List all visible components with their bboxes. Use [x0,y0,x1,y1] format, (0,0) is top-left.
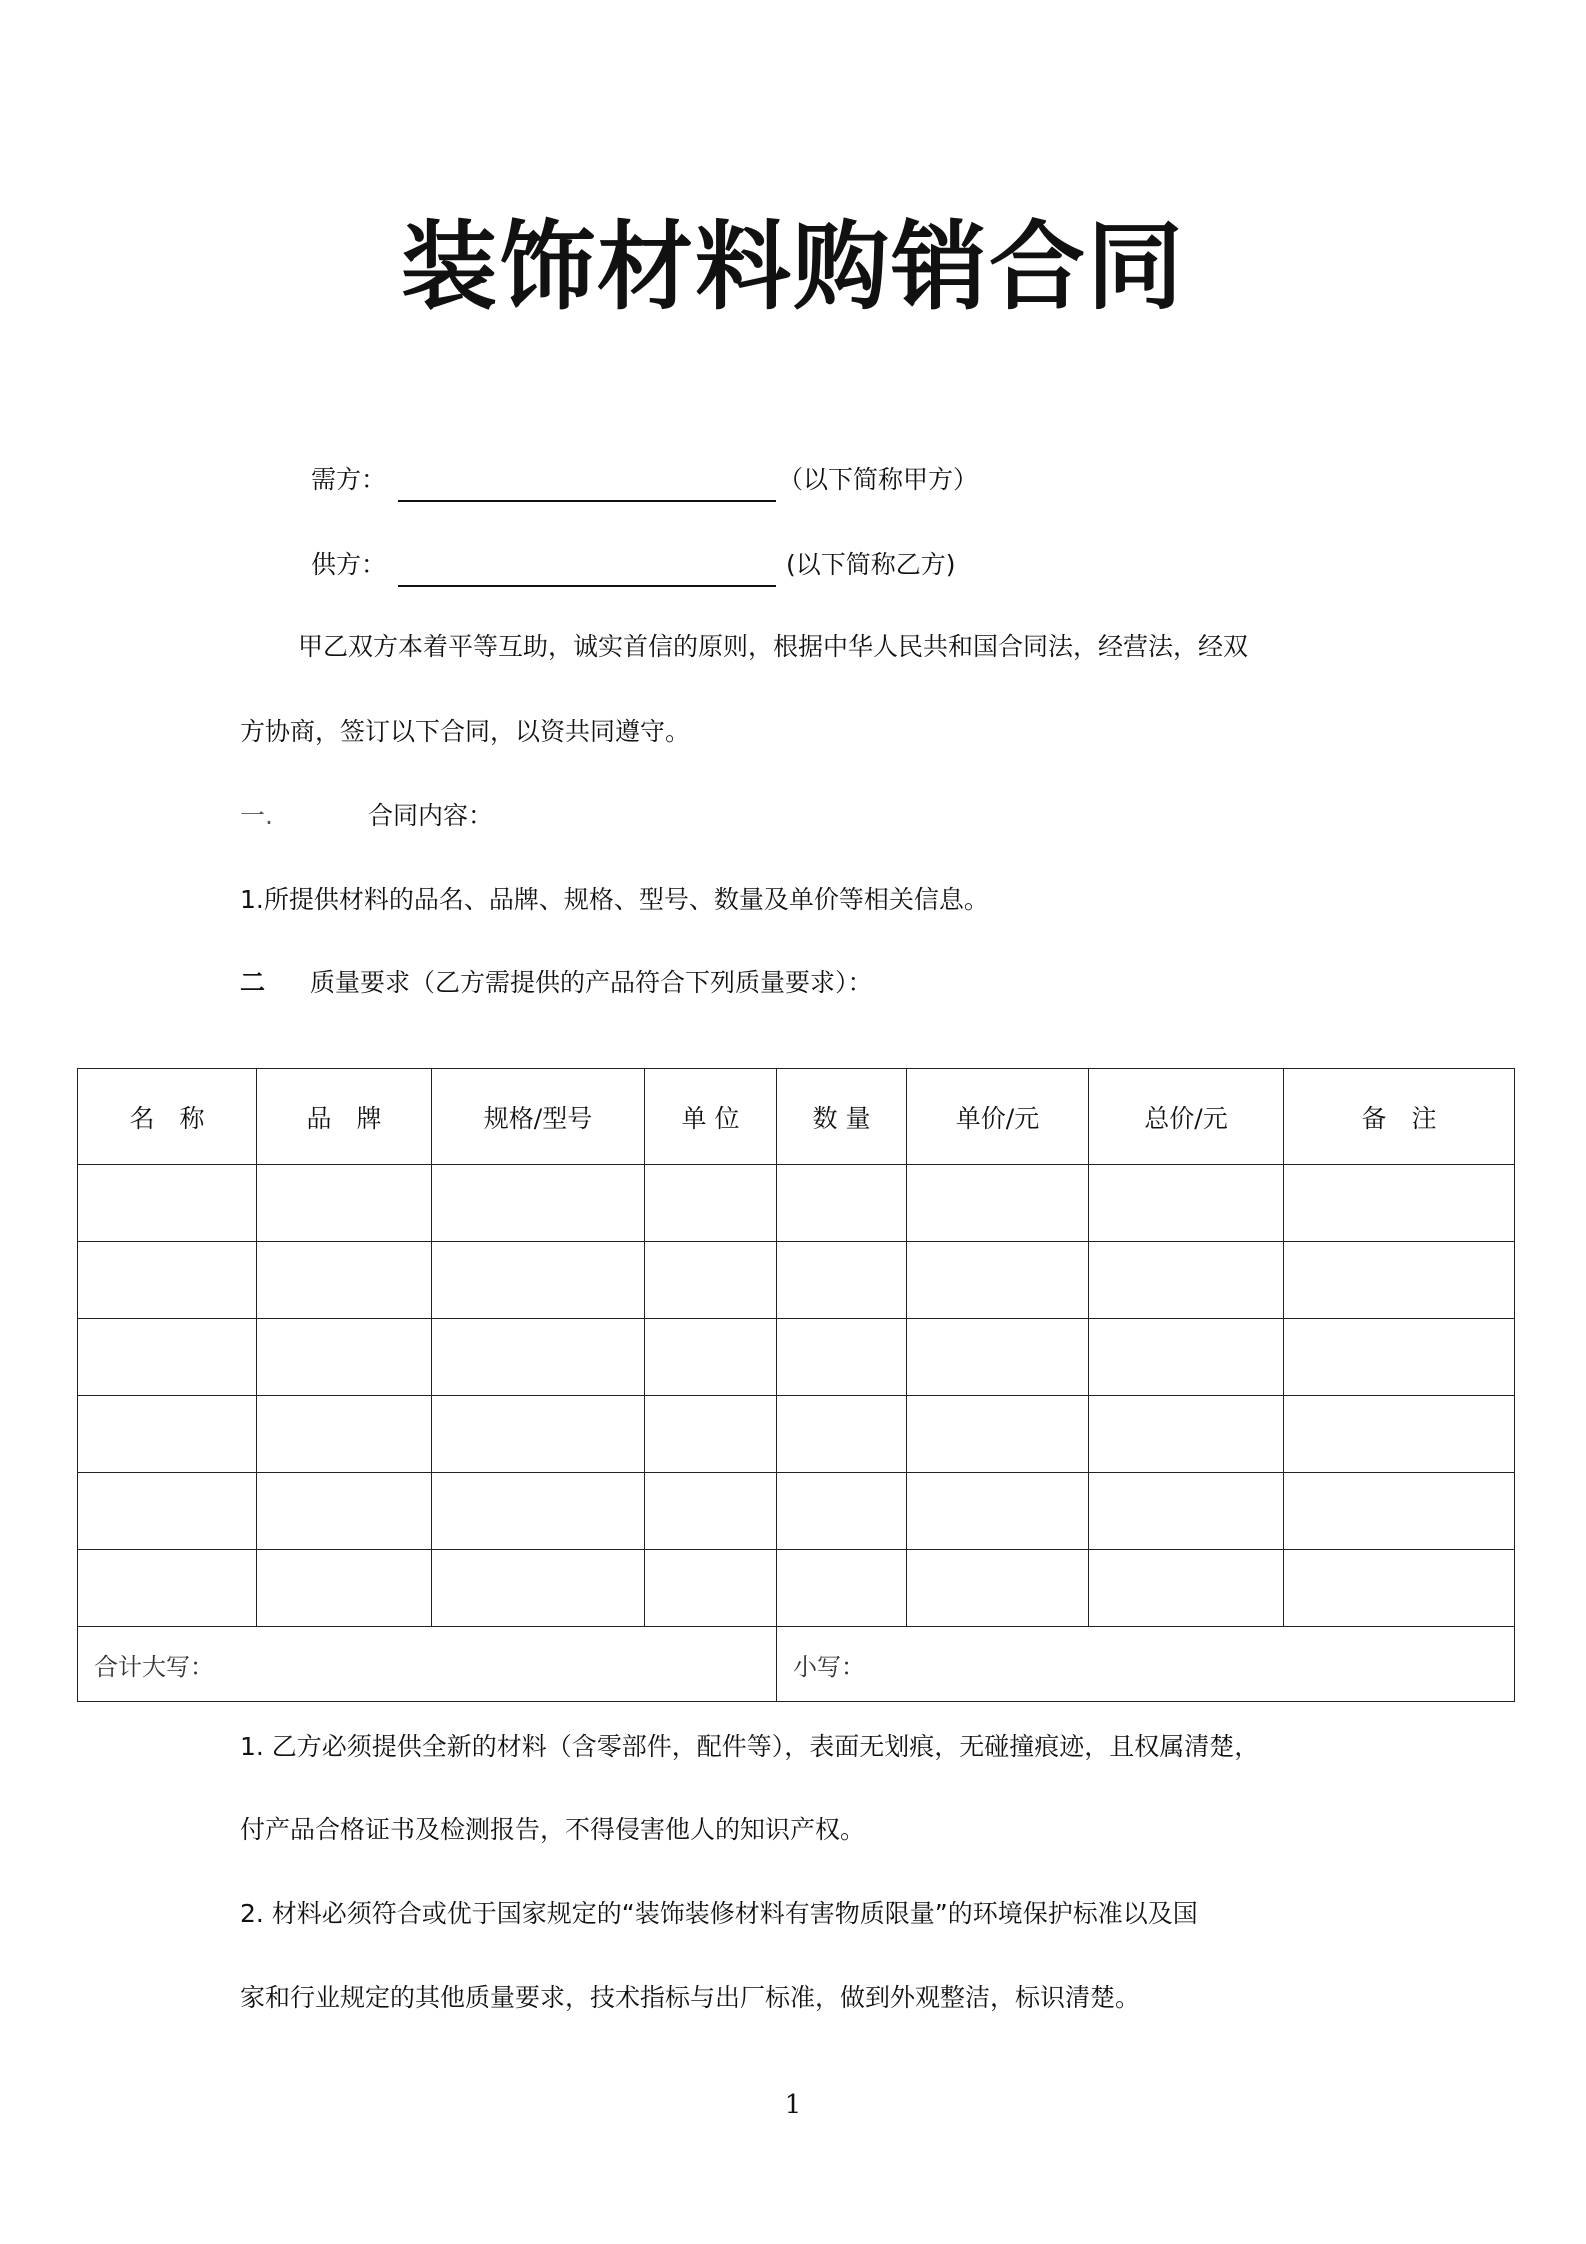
table-total-row [78,1627,1515,1702]
table-cell[interactable] [257,1473,432,1550]
table-cell[interactable] [907,1473,1089,1550]
table-cell[interactable] [432,1242,645,1319]
table-cell[interactable] [907,1242,1089,1319]
table-row [78,1165,1515,1242]
materials-table [77,1068,1515,1702]
table-cell[interactable] [777,1242,907,1319]
col-header-unit: 单 位 [645,1069,777,1165]
col-header-spec: 规格/型号 [432,1069,645,1165]
intro-line-2: 方协商，签订以下合同，以资共同遵守。 [240,717,691,746]
table-cell[interactable] [257,1165,432,1242]
table-cell[interactable] [777,1473,907,1550]
table-cell[interactable] [1284,1242,1515,1319]
table-cell[interactable] [645,1550,777,1627]
table-cell[interactable] [432,1396,645,1473]
col-header-total-price: 总价/元 [1089,1069,1284,1165]
total-lower-cell[interactable] [777,1627,1515,1702]
table-cell[interactable] [257,1396,432,1473]
table-cell[interactable] [777,1165,907,1242]
table-cell[interactable] [1089,1396,1284,1473]
table-cell[interactable] [1284,1319,1515,1396]
requirement-2-line-1: 2. 材料必须符合或优于国家规定的“装饰装修材料有害物质限量”的环境保护标准以及国 [240,1899,1198,1928]
table-cell[interactable] [78,1242,257,1319]
table-cell[interactable] [78,1550,257,1627]
table-cell[interactable] [78,1319,257,1396]
table-cell[interactable] [257,1319,432,1396]
table-row [78,1550,1515,1627]
total-upper-cell[interactable] [78,1627,777,1702]
col-header-unit-price: 单价/元 [907,1069,1089,1165]
table-cell[interactable] [1284,1396,1515,1473]
intro-line-1: 甲乙双方本着平等互助，诚实首信的原则，根据中华人民共和国合同法，经营法，经双 [298,632,1249,661]
demand-party-note: （以下简称甲方） [778,465,979,494]
table-cell[interactable] [78,1396,257,1473]
section-2-title: 质量要求（乙方需提供的产品符合下列质量要求）： [310,968,873,997]
table-cell[interactable] [1089,1319,1284,1396]
supply-party-blank[interactable] [398,585,776,587]
table-row [78,1319,1515,1396]
demand-party-label: 需方： [311,465,387,494]
table-header-row [78,1069,1515,1165]
table-cell[interactable] [1284,1473,1515,1550]
table-cell[interactable] [907,1165,1089,1242]
table-cell[interactable] [645,1165,777,1242]
table-cell[interactable] [257,1550,432,1627]
supply-party-note: (以下简称乙方) [786,550,956,579]
table-cell[interactable] [1284,1165,1515,1242]
col-header-remarks: 备 注 [1284,1069,1515,1165]
table-cell[interactable] [777,1550,907,1627]
requirement-1-line-1: 1. 乙方必须提供全新的材料（含零部件，配件等），表面无划痕，无碰撞痕迹，且权属清楚， [240,1732,1260,1761]
col-header-quantity: 数 量 [777,1069,907,1165]
total-upper-label: 合计大写： [94,1652,214,1681]
table-cell[interactable] [645,1319,777,1396]
table-cell[interactable] [645,1242,777,1319]
table-cell[interactable] [78,1165,257,1242]
table-cell[interactable] [78,1473,257,1550]
table-cell[interactable] [777,1319,907,1396]
requirement-1-line-2: 付产品合格证书及检测报告，不得侵害他人的知识产权。 [240,1815,866,1844]
section-2-number: 二 [240,968,266,997]
table-cell[interactable] [1284,1550,1515,1627]
section-1-number: 一. [240,801,273,830]
table-cell[interactable] [645,1473,777,1550]
table-row [78,1473,1515,1550]
table-cell[interactable] [1089,1242,1284,1319]
table-cell[interactable] [907,1396,1089,1473]
table-cell[interactable] [1089,1550,1284,1627]
col-header-name: 名 称 [78,1069,257,1165]
document-title: 装饰材料购销合同 [401,211,1185,323]
total-lower-label: 小写： [793,1652,865,1681]
col-header-brand: 品 牌 [257,1069,432,1165]
table-cell[interactable] [645,1396,777,1473]
table-cell[interactable] [257,1242,432,1319]
section-1-title: 合同内容： [368,801,494,830]
page-number: 1 [784,2090,802,2120]
table-cell[interactable] [432,1319,645,1396]
item-1: 1.所提供材料的品名、品牌、规格、型号、数量及单价等相关信息。 [240,885,989,914]
table-cell[interactable] [1089,1473,1284,1550]
requirement-2-line-2: 家和行业规定的其他质量要求，技术指标与出厂标准，做到外观整洁，标识清楚。 [240,1983,1141,2012]
table-cell[interactable] [907,1550,1089,1627]
table-cell[interactable] [432,1550,645,1627]
table-row [78,1242,1515,1319]
table-row [78,1396,1515,1473]
table-cell[interactable] [432,1165,645,1242]
table-cell[interactable] [432,1473,645,1550]
demand-party-blank[interactable] [398,500,776,502]
table-cell[interactable] [907,1319,1089,1396]
table-cell[interactable] [1089,1165,1284,1242]
supply-party-label: 供方： [311,550,387,579]
table-cell[interactable] [777,1396,907,1473]
